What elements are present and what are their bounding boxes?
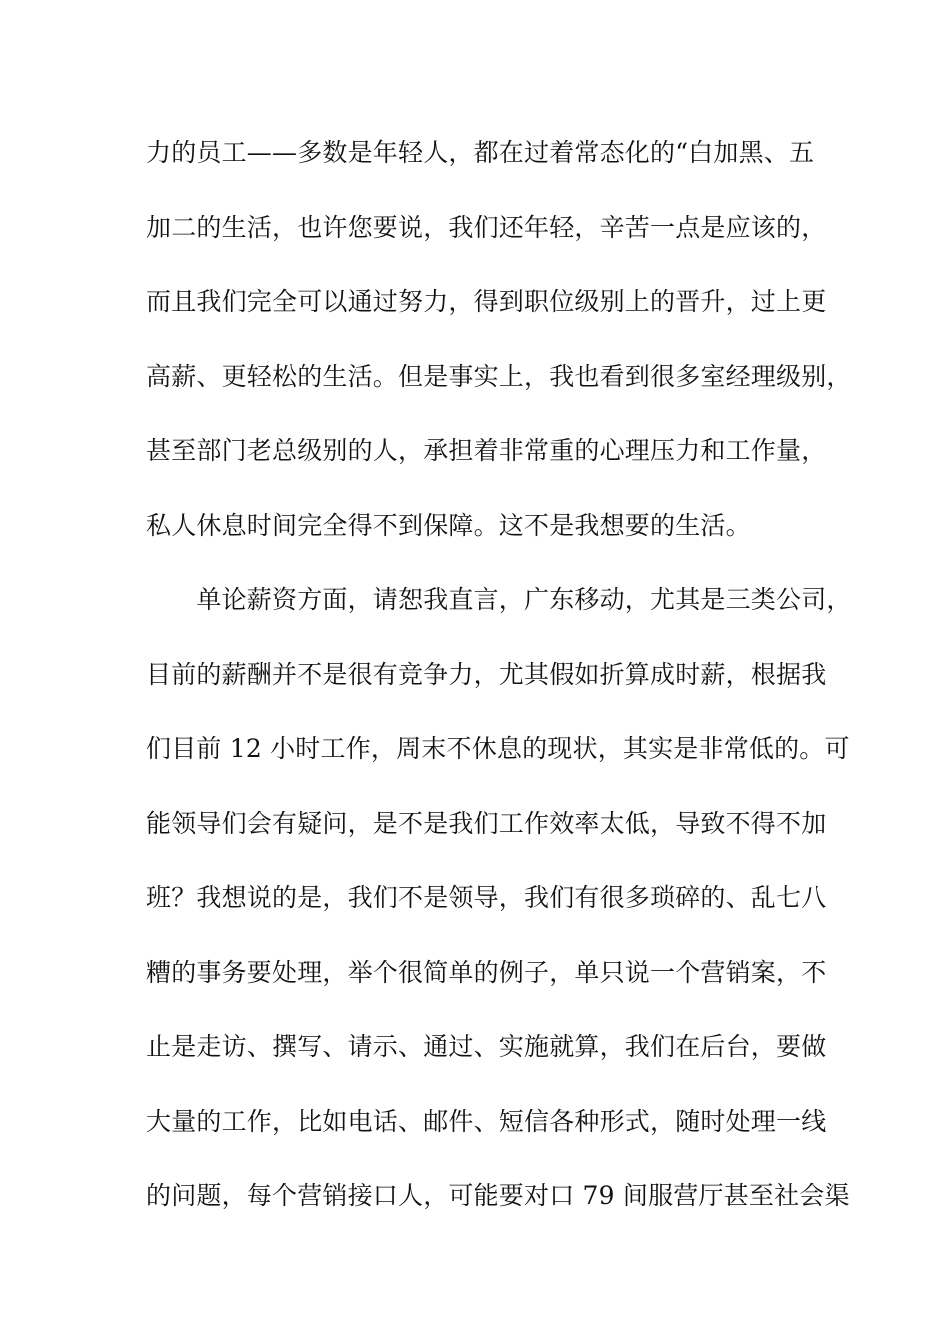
text-line-4: 高薪、更轻松的生活。但是事实上，我也看到很多室经理级别， (146, 361, 852, 391)
text-line-9: 们目前 12 小时工作，周末不休息的现状，其实是非常低的。可 (146, 734, 850, 763)
text-line-14: 大量的工作，比如电话、邮件、短信各种形式，随时处理一线 (146, 1106, 827, 1136)
text-line-3: 而且我们完全可以通过努力，得到职位级别上的晋升，过上更 (146, 287, 827, 316)
text-line-11: 班？我想说的是，我们不是领导，我们有很多琐碎的、乱七八 (146, 883, 827, 912)
text-line-5: 甚至部门老总级别的人，承担着非常重的心理压力和工作量， (146, 436, 827, 465)
text-line-2: 加二的生活，也许您要说，我们还年轻，辛苦一点是应该的， (146, 212, 827, 242)
text-line-7: 单论薪资方面，请恕我直言，广东移动，尤其是三类公司， (146, 585, 852, 614)
text-line-8: 目前的薪酬并不是很有竞争力，尤其假如折算成时薪，根据我 (146, 659, 827, 689)
text-line-1: 力的员工——多数是年轻人，都在过着常态化的“白加黑、五 (146, 138, 815, 167)
text-line-15: 的问题，每个营销接口人，可能要对口 79 间服营厅甚至社会渠 (146, 1181, 850, 1210)
text-line-6: 私人休息时间完全得不到保障。这不是我想要的生活。 (146, 510, 751, 540)
text-line-13: 止是走访、撰写、请示、通过、实施就算，我们在后台，要做 (146, 1032, 827, 1061)
text-line-10: 能领导们会有疑问，是不是我们工作效率太低，导致不得不加 (146, 808, 827, 838)
body-text (146, 129, 852, 1247)
text-line-12: 糟的事务要处理，举个很简单的例子，单只说一个营销案，不 (146, 957, 827, 987)
